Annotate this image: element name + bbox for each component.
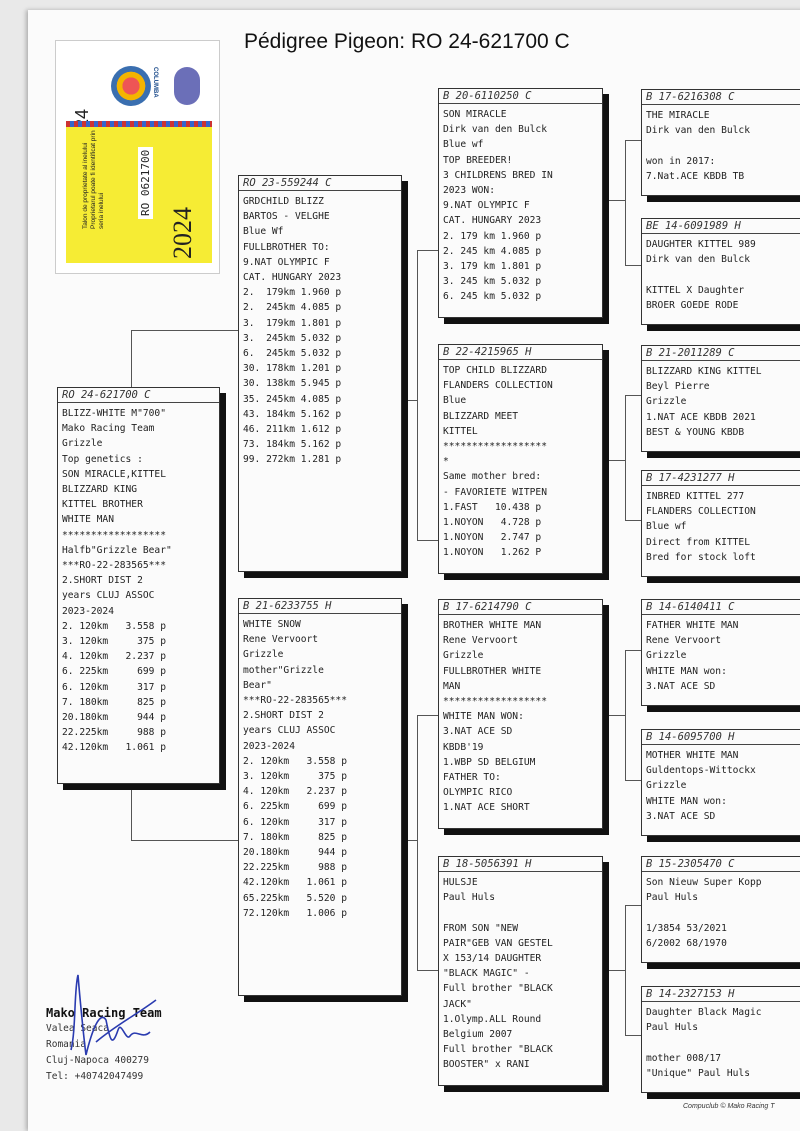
- card-line: 30. 178km 1.201 p: [243, 363, 342, 375]
- card-line: WHITE MAN won:: [646, 665, 727, 677]
- card-line: Paul Huls: [646, 892, 698, 904]
- card-line: [646, 138, 800, 153]
- pedigree-card-ddd: [641, 986, 800, 1093]
- card-line: Mako Racing Team: [62, 423, 155, 435]
- tag-legal-text: Talon de proprietate al inelului Proprietarul poate fi identificat prin seria inelului: [82, 130, 105, 229]
- card-line: Dirk van den Bulck: [646, 125, 750, 137]
- card-line: JACK": [443, 998, 472, 1010]
- card-line: Belgium 2007: [443, 1029, 513, 1041]
- card-line: Paul Huls: [646, 1022, 698, 1034]
- connector-dam-mid: [401, 840, 417, 841]
- card-body: [239, 191, 401, 468]
- card-line: KITTEL BROTHER: [62, 499, 143, 511]
- card-line: Dirk van den Bulck: [443, 124, 547, 136]
- card-line: KITTEL: [443, 425, 478, 437]
- card-line: "Unique" Paul Huls: [646, 1067, 750, 1079]
- card-line: Grizzle: [646, 650, 687, 662]
- card-ring-number: B 17-4231277 H: [642, 471, 800, 486]
- card-body: [642, 361, 800, 440]
- card-line: Direct from KITTEL: [646, 536, 750, 548]
- card-line: 42.120km 1.061 p: [62, 742, 166, 754]
- card-line: CAT. HUNGARY 2023: [243, 272, 342, 284]
- card-line: 1.FAST 10.438 p: [443, 501, 542, 513]
- card-line: 2023-2024: [243, 740, 295, 752]
- card-ring-number: B 14-6140411 C: [642, 600, 800, 615]
- card-body: [439, 872, 602, 1073]
- pedigree-card-sire: [238, 175, 402, 572]
- card-line: 43. 184km 5.162 p: [243, 408, 342, 420]
- card-ring-number: B 17-6214790 C: [439, 600, 602, 615]
- card-line: [646, 1035, 800, 1050]
- connector-ss-mid: [602, 200, 625, 201]
- connector-main-dam: [131, 840, 239, 841]
- connector-dd-mid: [602, 970, 625, 971]
- card-line: FLANDERS COLLECTION: [646, 506, 756, 518]
- connector-dd-a: [625, 905, 642, 906]
- owner-phone: Tel: +40742047499: [46, 1071, 144, 1082]
- card-body: [642, 872, 800, 951]
- card-line: 42.120km 1.061 p: [243, 877, 347, 889]
- card-line: 6. 120km 317 p: [62, 681, 166, 693]
- card-line: 2. 120km 3.558 p: [243, 755, 347, 767]
- card-body: [642, 486, 800, 565]
- card-line: 1.NOYON 4.728 p: [443, 517, 542, 529]
- card-line: 9.NAT OLYMPIC F: [443, 200, 530, 212]
- connector-dd: [625, 905, 626, 1035]
- owner-name: Mako Racing Team: [46, 1006, 162, 1020]
- card-body: [642, 234, 800, 313]
- card-line: Grizzle: [443, 650, 484, 662]
- card-line: FATHER WHITE MAN: [646, 620, 739, 631]
- card-line: Paul Huls: [443, 892, 495, 904]
- card-ring-number: RO 24-621700 C: [58, 388, 219, 403]
- card-line: 6. 245km 5.032 p: [243, 348, 342, 360]
- card-line: Full brother "BLACK: [443, 983, 553, 995]
- card-line: 1.NOYON 2.747 p: [443, 532, 542, 544]
- card-line: 6. 225km 699 p: [62, 666, 166, 678]
- connector-ss-a: [625, 140, 642, 141]
- card-line: BOOSTER" x RANI: [443, 1059, 530, 1071]
- connector-dam-ds: [417, 715, 439, 716]
- card-line: Beyl Pierre: [646, 381, 710, 393]
- card-line: Same mother bred:: [443, 471, 542, 483]
- card-line: 3. 245 km 5.032 p: [443, 276, 542, 288]
- owner-address-3: Cluj-Napoca 400279: [46, 1055, 149, 1066]
- tag-year-bottom: 2024: [168, 207, 197, 259]
- card-line: BLIZZARD KING KITTEL: [646, 366, 762, 377]
- card-line: Guldentops-Wittockx: [646, 765, 756, 777]
- card-line: INBRED KITTEL 277: [646, 491, 745, 502]
- card-line: 35. 245km 4.085 p: [243, 393, 342, 405]
- card-line: BLIZZARD MEET: [443, 410, 519, 422]
- card-line: 7.Nat.ACE KBDB TB: [646, 170, 745, 182]
- card-line: Top genetics :: [62, 453, 143, 465]
- card-line: BLIZZARD KING: [62, 484, 138, 496]
- connector-dam: [417, 715, 418, 970]
- card-line: ***RO-22-283565***: [62, 560, 166, 572]
- card-ring-number: B 15-2305470 C: [642, 857, 800, 872]
- card-line: years CLUJ ASSOC: [243, 725, 336, 737]
- card-line: 46. 211km 1.612 p: [243, 424, 342, 436]
- pedigree-card-sss: [641, 89, 800, 196]
- connector-dd-b: [625, 1035, 642, 1036]
- connector-sire-mid: [401, 400, 417, 401]
- connector-sire-ss: [417, 250, 439, 251]
- card-line: won in 2017:: [646, 155, 716, 167]
- pedigree-card-sds: [641, 345, 800, 452]
- card-line: Son Nieuw Super Kopp: [646, 877, 762, 888]
- card-line: BARTOS - VELGHE: [243, 211, 330, 223]
- pedigree-card-dam: [238, 598, 402, 996]
- card-line: DAUGHTER KITTEL 989: [646, 239, 756, 250]
- card-line: Bear": [243, 679, 272, 691]
- footer-credit: Compuclub © Mako Racing T: [683, 1103, 775, 1110]
- card-line: "BLACK MAGIC" -: [443, 968, 530, 980]
- tag-serial: RO 0621700: [138, 147, 153, 219]
- card-line: 1.NAT ACE KBDB 2021: [646, 411, 756, 423]
- card-line: *: [443, 456, 449, 468]
- connector-sire-sd: [417, 540, 439, 541]
- pedigree-card-sire-sire: [438, 88, 603, 318]
- card-line: 1.NAT ACE SHORT: [443, 802, 530, 814]
- connector-ds-b: [625, 780, 642, 781]
- card-line: [443, 905, 602, 920]
- card-line: 3 CHILDRENS BRED IN: [443, 169, 553, 181]
- card-line: Blue Wf: [243, 226, 284, 238]
- card-line: Daughter Black Magic: [646, 1007, 762, 1018]
- pedigree-card-dam-sire: [438, 599, 603, 829]
- ring-ownership-tag: [55, 40, 220, 274]
- connector-dam-dd: [417, 970, 439, 971]
- card-ring-number: BE 14-6091989 H: [642, 219, 800, 234]
- card-line: Full brother "BLACK: [443, 1044, 553, 1056]
- card-line: 2.SHORT DIST 2: [243, 710, 324, 722]
- pedigree-card-ssd: [641, 218, 800, 325]
- card-line: FULLBROTHER WHITE: [443, 665, 542, 677]
- card-line: X 153/14 DAUGHTER: [443, 953, 542, 965]
- card-line: WHITE MAN: [62, 514, 114, 526]
- card-line: 6. 225km 699 p: [243, 801, 347, 813]
- card-line: TOP CHILD BLIZZARD: [443, 365, 547, 376]
- card-line: KITTEL X Daughter: [646, 284, 745, 296]
- card-line: 2. 245km 4.085 p: [243, 302, 342, 314]
- card-line: FULLBROTHER TO:: [243, 241, 330, 253]
- card-body: [439, 104, 602, 305]
- card-line: WHITE MAN won:: [646, 795, 727, 807]
- connector-ss: [625, 140, 626, 265]
- owner-address-2: Romania: [46, 1039, 87, 1050]
- federation-crest-icon: [174, 67, 200, 105]
- connector-sd: [625, 395, 626, 520]
- card-line: 1/3854 53/2021: [646, 922, 727, 934]
- connector-sd-mid: [602, 460, 625, 461]
- card-line: Blue: [443, 395, 467, 407]
- card-line: 2. 179 km 1.960 p: [443, 230, 542, 242]
- card-line: BLIZZ-WHITE M"700": [62, 408, 166, 419]
- card-line: Rene Vervoort: [243, 634, 319, 646]
- connector-main-sire: [131, 330, 239, 331]
- card-line: WHITE MAN WON:: [443, 711, 524, 723]
- pedigree-card-dds: [641, 856, 800, 963]
- signature-icon: [66, 970, 166, 1065]
- card-line: 3. 179 km 1.801 p: [443, 261, 542, 273]
- card-line: PAIR"GEB VAN GESTEL: [443, 937, 553, 949]
- card-line: Grizzle: [646, 396, 687, 408]
- card-line: 2. 179km 1.960 p: [243, 287, 342, 299]
- pedigree-card-dam-dam: [438, 856, 603, 1086]
- card-line: KBDB'19: [443, 741, 484, 753]
- card-line: ******************: [443, 696, 547, 708]
- card-line: ******************: [443, 441, 547, 453]
- card-line: FATHER TO:: [443, 772, 501, 784]
- card-line: FLANDERS COLLECTION: [443, 380, 553, 392]
- page-title: Pédigree Pigeon: RO 24-621700 C: [244, 30, 570, 53]
- card-line: Grizzle: [243, 649, 284, 661]
- card-line: Rene Vervoort: [443, 635, 519, 647]
- card-body: [439, 615, 602, 816]
- card-line: TOP BREEDER!: [443, 154, 513, 166]
- card-line: [646, 905, 800, 920]
- card-line: MOTHER WHITE MAN: [646, 750, 739, 761]
- pedigree-card-main: [57, 387, 220, 784]
- card-ring-number: B 14-6095700 H: [642, 730, 800, 745]
- card-line: ******************: [62, 529, 166, 541]
- card-line: BEST & YOUNG KBDB: [646, 426, 745, 438]
- card-line: [646, 267, 800, 282]
- card-line: 2. 245 km 4.085 p: [443, 245, 542, 257]
- card-line: - FAVORIETE WITPEN: [443, 486, 547, 498]
- card-line: SON MIRACLE,KITTEL: [62, 468, 166, 480]
- card-line: OLYMPIC RICO: [443, 787, 513, 799]
- card-line: 65.225km 5.520 p: [243, 892, 347, 904]
- card-line: 3.NAT ACE SD: [646, 810, 716, 822]
- card-line: 3. 120km 375 p: [243, 771, 347, 783]
- pedigree-card-sire-dam: [438, 344, 603, 574]
- card-line: Blue wf: [443, 139, 484, 151]
- card-line: 3. 179km 1.801 p: [243, 317, 342, 329]
- card-line: 2.SHORT DIST 2: [62, 575, 143, 587]
- logo-text: COLUMBA: [152, 67, 158, 98]
- card-line: years CLUJ ASSOC: [62, 590, 155, 602]
- card-body: [58, 403, 219, 756]
- card-ring-number: B 17-6216308 C: [642, 90, 800, 105]
- card-line: 3. 120km 375 p: [62, 636, 166, 648]
- pedigree-card-dss: [641, 599, 800, 706]
- card-line: MAN: [443, 680, 461, 692]
- card-line: 20.180km 944 p: [62, 712, 166, 724]
- card-body: [642, 105, 800, 184]
- connector-ds-a: [625, 650, 642, 651]
- card-line: 6. 245 km 5.032 p: [443, 291, 542, 303]
- card-body: [439, 360, 602, 561]
- card-line: 1.Olymp.ALL Round: [443, 1013, 542, 1025]
- card-line: BROTHER WHITE MAN: [443, 620, 542, 631]
- card-line: 1.WBP SD BELGIUM: [443, 756, 536, 768]
- card-line: 7. 180km 825 p: [243, 831, 347, 843]
- card-line: HULSJE: [443, 877, 478, 888]
- card-line: 6/2002 68/1970: [646, 937, 727, 949]
- card-line: 3.NAT ACE SD: [443, 726, 513, 738]
- card-line: Grizzle: [646, 780, 687, 792]
- card-body: [642, 745, 800, 824]
- pedigree-card-sdd: [641, 470, 800, 577]
- card-line: 73. 184km 5.162 p: [243, 439, 342, 451]
- card-line: CAT. HUNGARY 2023: [443, 215, 542, 227]
- card-line: GRDCHILD BLIZZ: [243, 196, 324, 207]
- card-line: 3. 245km 5.032 p: [243, 332, 342, 344]
- owner-address-1: Valea Seaca: [46, 1023, 109, 1034]
- card-ring-number: B 21-6233755 H: [239, 599, 401, 614]
- card-line: mother"Grizzle: [243, 664, 324, 676]
- card-body: [239, 614, 401, 921]
- card-ring-number: B 20-6110250 C: [439, 89, 602, 104]
- card-line: 99. 272km 1.281 p: [243, 454, 342, 466]
- card-ring-number: B 21-2011289 C: [642, 346, 800, 361]
- card-line: 2023-2024: [62, 605, 114, 617]
- card-line: Bred for stock loft: [646, 551, 756, 563]
- card-line: 1.NOYON 1.262 P: [443, 547, 542, 559]
- card-line: 9.NAT OLYMPIC F: [243, 256, 330, 268]
- card-line: 4. 120km 2.237 p: [62, 651, 166, 663]
- connector-sd-a: [625, 395, 642, 396]
- columba-logo-icon: [111, 66, 151, 106]
- card-ring-number: B 18-5056391 H: [439, 857, 602, 872]
- card-line: WHITE SNOW: [243, 619, 301, 630]
- card-ring-number: B 14-2327153 H: [642, 987, 800, 1002]
- connector-sire: [417, 250, 418, 540]
- card-line: 22.225km 988 p: [243, 862, 347, 874]
- card-line: Halfb"Grizzle Bear": [62, 544, 172, 556]
- card-line: Rene Vervoort: [646, 635, 722, 647]
- connector-sd-b: [625, 520, 642, 521]
- card-line: 20.180km 944 p: [243, 847, 347, 859]
- card-line: Dirk van den Bulck: [646, 254, 750, 266]
- card-line: 4. 120km 2.237 p: [243, 786, 347, 798]
- card-line: 2. 120km 3.558 p: [62, 620, 166, 632]
- card-line: BROER GOEDE RODE: [646, 299, 739, 311]
- connector-ds: [625, 650, 626, 780]
- card-ring-number: RO 23-559244 C: [239, 176, 401, 191]
- pedigree-card-dsd: [641, 729, 800, 836]
- connector-ss-b: [625, 265, 642, 266]
- card-line: SON MIRACLE: [443, 109, 507, 120]
- card-line: 22.225km 988 p: [62, 727, 166, 739]
- connector-ds-mid: [602, 715, 625, 716]
- card-ring-number: B 22-4215965 H: [439, 345, 602, 360]
- card-line: 6. 120km 317 p: [243, 816, 347, 828]
- card-line: 30. 138km 5.945 p: [243, 378, 342, 390]
- card-line: 3.NAT ACE SD: [646, 680, 716, 692]
- card-line: Grizzle: [62, 438, 103, 450]
- card-line: FROM SON "NEW: [443, 922, 519, 934]
- card-line: 72.120km 1.006 p: [243, 907, 347, 919]
- card-line: mother 008/17: [646, 1052, 722, 1064]
- card-line: THE MIRACLE: [646, 110, 710, 121]
- card-line: 2023 WON:: [443, 185, 495, 197]
- card-line: Blue wf: [646, 521, 687, 533]
- card-line: ***RO-22-283565***: [243, 695, 347, 707]
- card-body: [642, 615, 800, 694]
- card-body: [642, 1002, 800, 1081]
- card-line: 7. 180km 825 p: [62, 696, 166, 708]
